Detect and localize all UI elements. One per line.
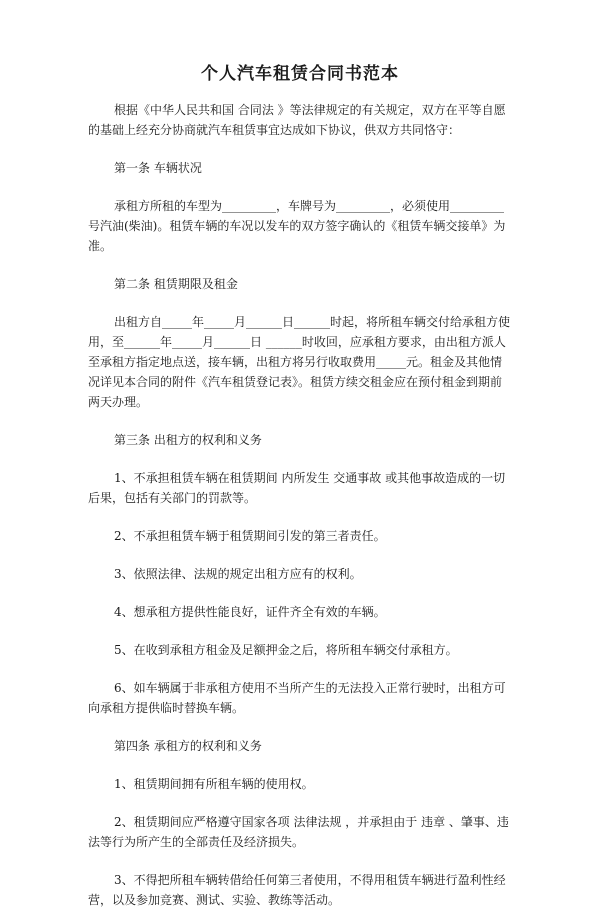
article-4-item-2: 2、租赁期间应严格遵守国家各项 法律法规 ，并承担由于 违章 、肇事、违法等行为所产生的全部责任及经济损失。 [88,815,509,849]
article-3-item-3: 3、依照法律、法规的规定出租方应有的权利。 [114,567,362,581]
article-3-heading: 第三条 出租方的权利和义务 [114,433,262,447]
article-3-item-4: 4、想承租方提供性能良好，证件齐全有效的车辆。 [114,605,386,619]
article-2-body: 出租方自_____年_____月______日______时起，将所租车辆交付给承租方使用，至______年_____月______日 ______时收回，应承租方要求，由出租方派人至承租方指定地点送，接车辆，出租方将另行收取费用_____元。租金及其他情况详见本合同的附件《汽车租赁登记表》。租赁方续交租金应在预付租金到期前两天办理。 [88,315,511,409]
article-4-item-1: 1、租赁期间拥有所租车辆的使用权。 [114,777,314,791]
preamble-paragraph: 根据《中华人民共和国 合同法 》等法律规定的有关规定，双方在平等自愿的基础上经充分协商就汽车租赁事宜达成如下协议，供双方共同恪守： [88,103,506,137]
article-3-item-5: 5、在收到承租方租金及足额押金之后，将所租车辆交付承租方。 [114,643,458,657]
article-4-heading: 第四条 承租方的权利和义务 [114,739,262,753]
article-1-heading: 第一条 车辆状况 [114,161,202,175]
article-2-heading: 第二条 租赁期限及租金 [114,277,238,291]
article-1-body: 承租方所租的车型为_________，车牌号为_________，必须使用_________号汽油(柴油)。租赁车辆的车况以发车的双方签字确认的《租赁车辆交接单》为准。 [88,199,506,253]
article-3-item-2: 2、不承担租赁车辆于租赁期间引发的第三者责任。 [114,529,386,543]
article-3-item-6: 6、如车辆属于非承租方使用不当所产生的无法投入正常行驶时，出租方可向承租方提供临时替换车辆。 [88,681,506,715]
document-title: 个人汽车租赁合同书范本 [201,64,399,84]
article-3-item-1: 1、不承担租赁车辆在租赁期间 内所发生 交通事故 或其他事故造成的一切后果，包括有关部门的罚款等。 [88,471,506,505]
article-4-item-3: 3、不得把所租车辆转借给任何第三者使用，不得用租赁车辆进行盈利性经营，以及参加竞赛、测试、实验、教练等活动。 [88,873,506,907]
